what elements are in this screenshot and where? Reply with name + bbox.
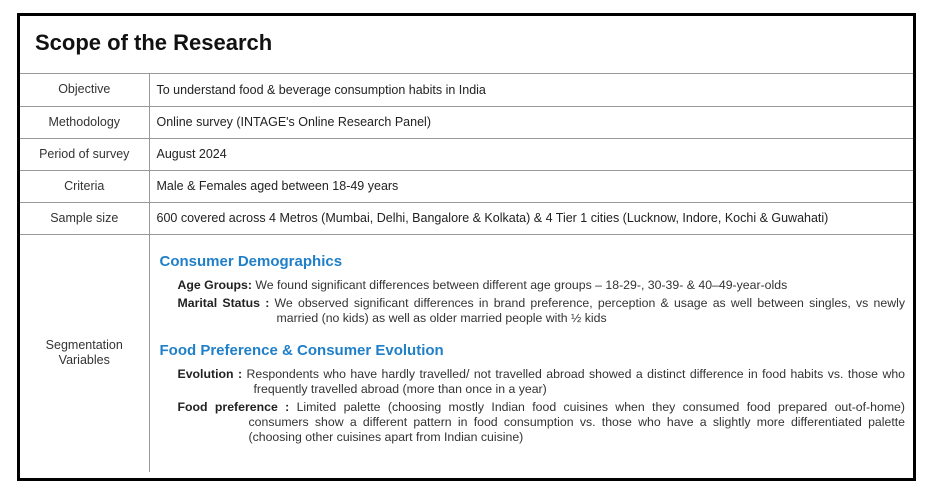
table-row-objective [20, 74, 913, 106]
item-text: We found significant differences between different age groups – 18-29-, 30-39- & 40–49-year-olds [251, 277, 788, 292]
table-row-methodology [20, 106, 913, 138]
section-heading-food-preference: Food Preference & Consumer Evolution [159, 341, 444, 359]
table-row-criteria [20, 170, 913, 202]
row-label: Methodology [20, 106, 149, 138]
item-text: Respondents who have hardly travelled/ not travelled abroad showed a distinct difference in food habits vs. those who frequently travelled abroad (more than once in a year) [242, 366, 905, 396]
row-label: Objective [20, 74, 149, 106]
item-marital-status [178, 296, 906, 326]
page-title: Scope of the Research [20, 16, 913, 74]
row-label: Sample size [20, 202, 149, 234]
item-text: Limited palette (choosing mostly Indian food cuisines when they consumed food prepared out-of-home) consumers show a different pattern in food consumption vs. those who have a slightly more differentiated palette (choosing other cuisines apart from Indian cuisine) [248, 399, 905, 444]
segmentation-content [149, 234, 913, 472]
row-value: 600 covered across 4 Metros (Mumbai, Delhi, Bangalore & Kolkata) & 4 Tier 1 cities (Lucknow, Indore, Kochi & Guwahati) [149, 202, 913, 234]
row-value: To understand food & beverage consumption habits in India [149, 74, 913, 106]
table-row-period [20, 138, 913, 170]
row-value: Male & Females aged between 18-49 years [149, 170, 913, 202]
item-term: Marital Status : [177, 295, 270, 310]
row-value: Online survey (INTAGE's Online Research Panel) [149, 106, 913, 138]
row-label: Criteria [20, 170, 149, 202]
table-row-sample-size [20, 202, 913, 234]
section-heading-demographics: Consumer Demographics [159, 252, 343, 270]
item-food-preference [178, 400, 906, 445]
item-text: We observed significant differences in brand preference, perception & usage as well between singles, vs newly married (no kids) as well as older married people with ½ kids [269, 295, 905, 325]
row-label: Period of survey [20, 138, 149, 170]
item-term: Age Groups: [177, 277, 252, 292]
scope-table [20, 74, 913, 472]
item-age-groups [178, 278, 906, 293]
item-evolution [178, 367, 906, 397]
row-value: August 2024 [149, 138, 913, 170]
item-term: Evolution : [177, 366, 243, 381]
item-term: Food preference : [177, 399, 290, 414]
scope-slide [17, 13, 916, 481]
table-row-segmentation [20, 234, 913, 472]
row-label: Segmentation Variables [20, 234, 149, 472]
